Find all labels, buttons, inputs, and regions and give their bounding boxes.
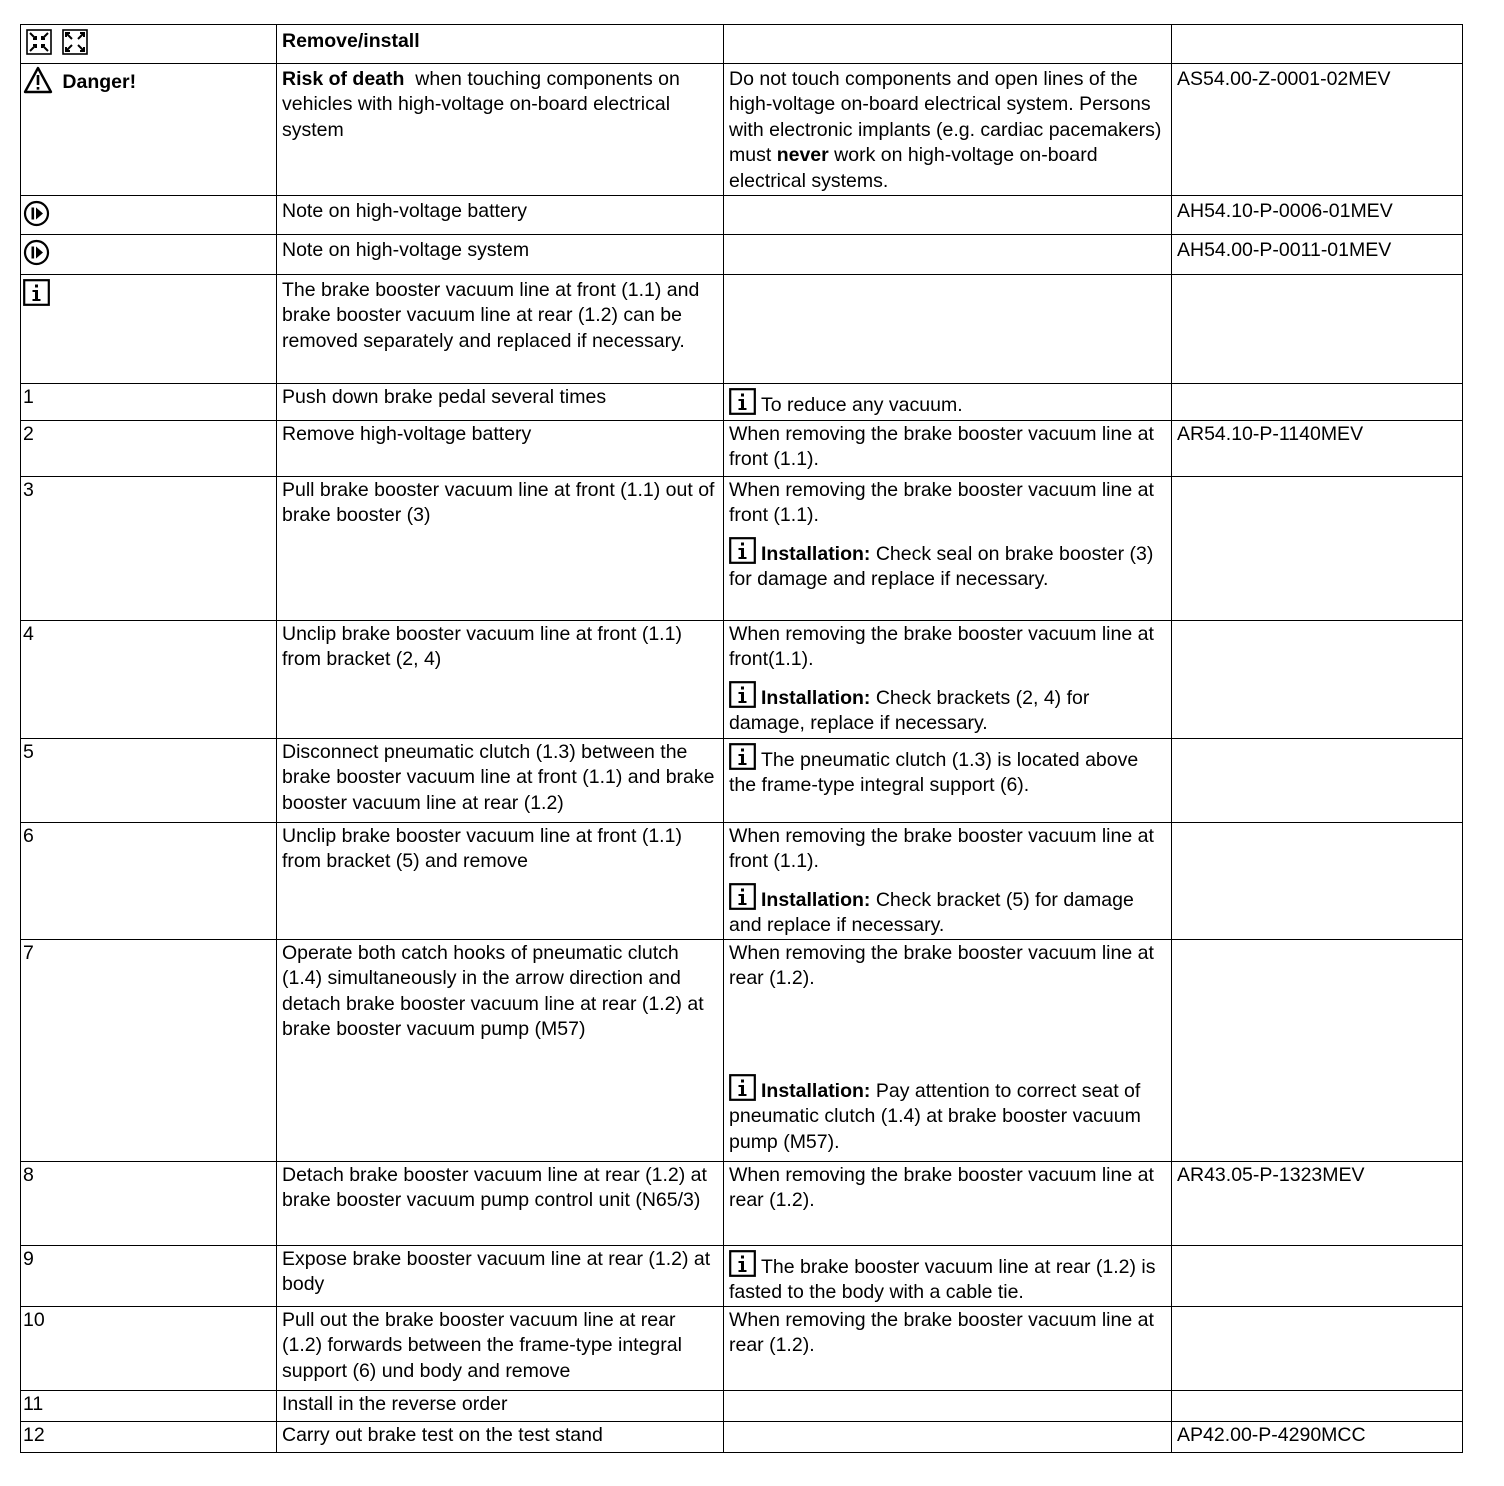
note-play-icon (23, 200, 50, 227)
info-box-icon (729, 883, 756, 910)
step-action-text: Pull out the brake booster vacuum line at rear (1.2) forwards between the frame-type integral support (6) und body and remove (282, 1308, 682, 1382)
step-row (21, 939, 1463, 1161)
step-row (21, 620, 1463, 738)
step-action-text: Detach brake booster vacuum line at rear (1.2) at brake booster vacuum pump control unit (N65/3) (282, 1163, 707, 1211)
note-reference-link[interactable]: AH54.00-P-0011-01MEV (1177, 239, 1392, 261)
step-row (21, 476, 1463, 620)
danger-instruction-never: never (776, 144, 829, 166)
procedure-title: Remove/install (282, 30, 420, 52)
info-box-icon (729, 537, 756, 564)
step-note-text: When removing the brake booster vacuum line at rear (1.2). (729, 1163, 1154, 1211)
step-number: 2 (23, 422, 34, 445)
warning-triangle-icon (23, 66, 53, 94)
step-note-text: When removing the brake booster vacuum line at rear (1.2). (729, 941, 1154, 989)
step-number: 3 (23, 478, 34, 501)
step-action-text: Unclip brake booster vacuum line at front (1.1) from bracket (5) and remove (282, 824, 682, 872)
procedure-table (20, 24, 1463, 1453)
step-number: 1 (23, 385, 34, 408)
step-action-text: Carry out brake test on the test stand (282, 1423, 603, 1446)
danger-label: Danger! (62, 70, 137, 93)
step-row (21, 738, 1463, 822)
step-row (21, 383, 1463, 420)
danger-reference-link[interactable]: AS54.00-Z-0001-02MEV (1177, 67, 1391, 90)
step-row (21, 822, 1463, 939)
step-info-text: The brake booster vacuum line at rear (1.2) is fasted to the body with a cable tie. (729, 1255, 1156, 1303)
steps-body (21, 383, 1463, 1452)
info-box-icon (729, 388, 756, 415)
info-box-icon (23, 279, 50, 306)
header-row (21, 25, 1463, 64)
step-action-text: Operate both catch hooks of pneumatic clutch (1.4) simultaneously in the arrow direction and detach brake booster vacuum line at rear (1.2) at brake booster vacuum pump (M57) (282, 941, 704, 1040)
step-action-text: Remove high-voltage battery (282, 422, 532, 445)
step-number: 8 (23, 1163, 34, 1186)
step-number: 5 (23, 740, 34, 763)
remove-arrows-icon (26, 29, 52, 55)
step-number: 11 (23, 1392, 44, 1415)
step-action-text: Install in the reverse order (282, 1392, 508, 1415)
step-install-text: Check seal on brake booster (3) for damage and replace if necessary. (729, 542, 1154, 590)
step-reference-link[interactable]: AP42.00-P-4290MCC (1177, 1423, 1366, 1446)
step-row (21, 1421, 1463, 1452)
step-note-text: When removing the brake booster vacuum line at front (1.1). (729, 478, 1154, 526)
step-number: 9 (23, 1247, 34, 1270)
step-note-text: When removing the brake booster vacuum line at front (1.1). (729, 824, 1154, 872)
step-info-text: The pneumatic clutch (1.3) is located above the frame-type integral support (6). (729, 748, 1139, 796)
note-text: Note on high-voltage system (277, 235, 724, 275)
step-note-text: When removing the brake booster vacuum line at front(1.1). (729, 622, 1154, 670)
info-note-text: The brake booster vacuum line at front (1.1) and brake booster vacuum line at rear (1.2) can be removed separately and replaced if necessary. (277, 274, 724, 383)
installation-label: Installation: (761, 1079, 871, 1102)
installation-label: Installation: (761, 686, 871, 709)
step-reference-link[interactable]: AR54.10-P-1140MEV (1177, 422, 1364, 445)
step-note-text: When removing the brake booster vacuum line at rear (1.2). (729, 1308, 1154, 1356)
info-box-icon (729, 1250, 756, 1277)
installation-label: Installation: (761, 888, 871, 911)
step-action-text: Disconnect pneumatic clutch (1.3) between the brake booster vacuum line at front (1.1) and brake booster vacuum line at rear (1.2) (282, 740, 715, 814)
step-install-text: Pay attention to correct seat of pneumatic clutch (1.4) at brake booster vacuum pump (M57). (729, 1079, 1141, 1153)
risk-of-death-text: Risk of death (282, 67, 405, 90)
step-action-text: Pull brake booster vacuum line at front (1.1) out of brake booster (3) (282, 478, 715, 526)
note-row (21, 195, 1463, 235)
note-text: Note on high-voltage battery (277, 195, 724, 235)
info-box-icon (729, 743, 756, 770)
info-box-icon (729, 1074, 756, 1101)
note-row (21, 235, 1463, 275)
step-number: 12 (23, 1423, 45, 1446)
step-row (21, 1245, 1463, 1306)
step-note-text: When removing the brake booster vacuum line at front (1.1). (729, 422, 1154, 470)
step-install-text: Check brackets (2, 4) for damage, replace if necessary. (729, 686, 1090, 734)
danger-row (21, 63, 1463, 195)
step-action-text: Expose brake booster vacuum line at rear (1.2) at body (282, 1247, 711, 1295)
step-action-text: Unclip brake booster vacuum line at front (1.1) from bracket (2, 4) (282, 622, 682, 670)
step-row (21, 1390, 1463, 1421)
install-arrows-icon (62, 29, 88, 55)
step-info-text: To reduce any vacuum. (761, 393, 963, 416)
step-number: 4 (23, 622, 34, 645)
risk-description: when touching components on vehicles with high-voltage on-board electrical system (282, 67, 680, 141)
info-row (21, 274, 1463, 383)
step-action-text: Push down brake pedal several times (282, 385, 607, 408)
step-number: 10 (23, 1308, 45, 1331)
step-row (21, 1161, 1463, 1245)
installation-label: Installation: (761, 542, 871, 565)
step-install-text: Check bracket (5) for damage and replace if necessary. (729, 888, 1134, 936)
note-reference-link[interactable]: AH54.10-P-0006-01MEV (1177, 199, 1393, 222)
danger-instruction-b: work on high-voltage on-board electrical systems. (729, 144, 1098, 192)
step-number: 6 (23, 824, 34, 847)
info-box-icon (729, 681, 756, 708)
step-reference-link[interactable]: AR43.05-P-1323MEV (1177, 1163, 1365, 1186)
note-play-icon (23, 239, 50, 266)
step-row (21, 420, 1463, 476)
step-row (21, 1306, 1463, 1390)
step-number: 7 (23, 941, 34, 964)
danger-instruction-a: Do not touch components and open lines of the high-voltage on-board electrical system. Persons with electronic implants (e.g. cardiac pacemakers) must (729, 67, 1162, 166)
